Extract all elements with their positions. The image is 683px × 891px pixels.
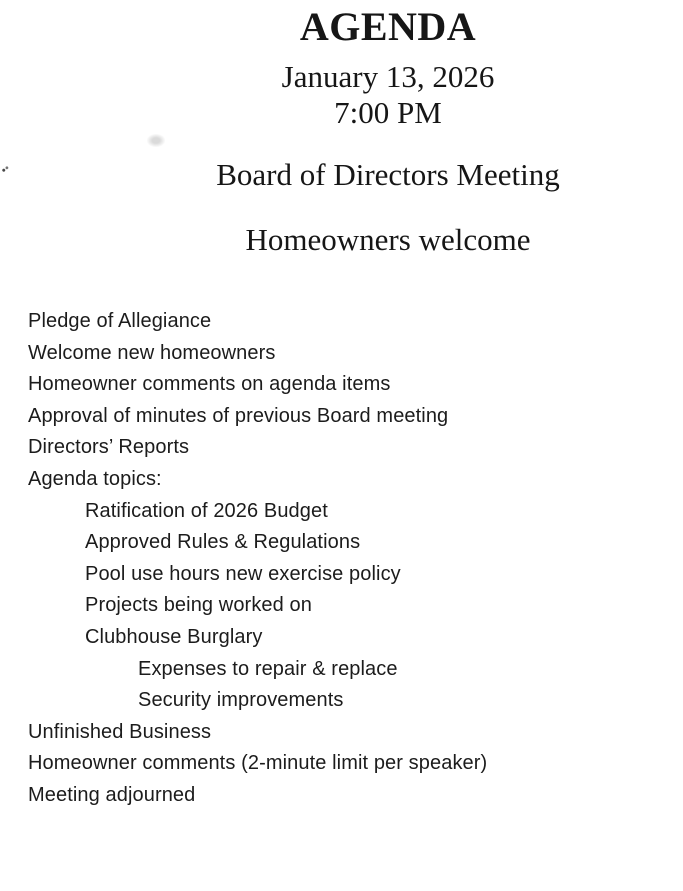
meeting-date: January 13, 2026	[281, 59, 495, 94]
agenda-item: Unfinished Business	[28, 720, 212, 743]
agenda-item: Security improvements	[138, 689, 344, 712]
agenda-item: Expenses to repair & replace	[138, 657, 398, 680]
agenda-item: Directors’ Reports	[28, 436, 190, 459]
agenda-item: Clubhouse Burglary	[85, 625, 263, 648]
welcome-note: Homeowners welcome	[245, 222, 531, 257]
scan-artifact-speck	[2, 166, 9, 172]
agenda-item: Homeowner comments (2-minute limit per speaker)	[28, 752, 488, 775]
agenda-item: Approved Rules & Regulations	[85, 531, 361, 554]
agenda-item: Welcome new homeowners	[28, 341, 276, 364]
agenda-item: Meeting adjourned	[28, 783, 196, 806]
agenda-item: Homeowner comments on agenda items	[28, 373, 391, 396]
agenda-title: AGENDA	[299, 4, 477, 49]
meeting-name: Board of Directors Meeting	[216, 157, 560, 192]
agenda-item: Approval of minutes of previous Board meeting	[28, 404, 449, 427]
document-header	[94, 0, 682, 258]
agenda-item: Pledge of Allegiance	[28, 310, 212, 332]
agenda-list	[28, 306, 675, 812]
agenda-item: Projects being worked on	[85, 594, 312, 617]
agenda-item: Ratification of 2026 Budget	[85, 499, 328, 522]
agenda-item: Agenda topics:	[28, 467, 162, 490]
meeting-time: 7:00 PM	[334, 95, 442, 130]
agenda-item: Pool use hours new exercise policy	[85, 562, 401, 585]
